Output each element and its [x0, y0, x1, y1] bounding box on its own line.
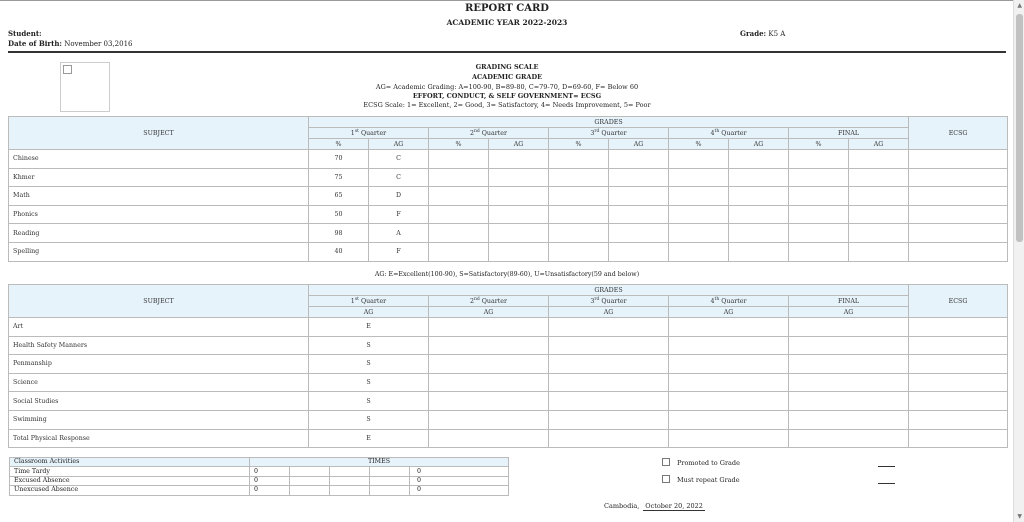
q1-ag-cell: S	[309, 336, 429, 355]
empty-cell	[609, 150, 669, 169]
quarter-header-3: 3rd Quarter	[549, 296, 669, 307]
attendance-row	[10, 467, 509, 476]
empty-cell	[789, 318, 909, 337]
subject-cell: Total Physical Response	[9, 429, 309, 448]
dob-label: Date of Birth:	[8, 39, 63, 48]
empty-cell	[909, 392, 1008, 411]
empty-cell	[789, 410, 909, 429]
q1-ag-cell: S	[309, 410, 429, 429]
promoted-grade-line	[878, 466, 895, 467]
empty-cell	[549, 410, 669, 429]
attendance-row	[10, 486, 509, 495]
ecsg-header: ECSG	[909, 285, 1008, 318]
empty-cell	[789, 168, 849, 187]
empty-cell	[669, 410, 789, 429]
q1-ag-cell: C	[369, 150, 429, 169]
attendance-value-b: 0	[410, 486, 509, 495]
subject-cell: Science	[9, 373, 309, 392]
academic-grade-heading: ACADEMIC GRADE	[471, 73, 543, 81]
empty-cell	[729, 168, 789, 187]
table-row	[9, 373, 1008, 392]
pct-header: %	[549, 139, 609, 150]
empty-cell	[849, 150, 909, 169]
header-divider	[8, 51, 1006, 53]
empty-cell	[549, 224, 609, 243]
attendance-value-b: 0	[410, 476, 509, 485]
empty-cell	[429, 150, 489, 169]
table-row	[9, 392, 1008, 411]
scroll-thumb[interactable]	[1016, 14, 1023, 242]
table-row	[9, 187, 1008, 206]
attendance-label: Unexcused Absence	[10, 486, 250, 495]
student-info	[8, 29, 132, 49]
q1-ag-cell: D	[369, 187, 429, 206]
empty-cell	[669, 429, 789, 448]
quarter-header-4: 4th Quarter	[669, 296, 789, 307]
empty-cell	[909, 429, 1008, 448]
q1-ag-cell: C	[369, 168, 429, 187]
q1-ag-cell: S	[309, 373, 429, 392]
quarter-header-1: 1st Quarter	[309, 128, 429, 139]
empty-cell	[370, 486, 410, 495]
empty-cell	[489, 187, 549, 206]
empty-cell	[669, 392, 789, 411]
q1-pct-cell: 98	[309, 224, 369, 243]
empty-cell	[849, 224, 909, 243]
empty-cell	[549, 392, 669, 411]
grade-info	[740, 29, 785, 38]
empty-cell	[549, 429, 669, 448]
q1-ag-cell: S	[309, 392, 429, 411]
empty-cell	[549, 168, 609, 187]
empty-cell	[429, 242, 489, 261]
ecsg-heading: EFFORT, CONDUCT, & SELF GOVERNMENT= ECSG	[412, 92, 602, 100]
header-row	[9, 117, 1008, 128]
q1-ag-cell: F	[369, 205, 429, 224]
empty-cell	[429, 224, 489, 243]
subject-cell: Swimming	[9, 410, 309, 429]
ag-header: AG	[669, 307, 789, 318]
empty-cell	[609, 224, 669, 243]
subject-cell: Chinese	[9, 150, 309, 169]
ag-header: AG	[849, 139, 909, 150]
empty-cell	[429, 429, 549, 448]
attendance-label: Excused Absence	[10, 476, 250, 485]
q1-ag-cell: E	[309, 429, 429, 448]
quarter-header-5: FINAL	[789, 128, 909, 139]
empty-cell	[789, 355, 909, 374]
empty-cell	[669, 187, 729, 206]
empty-cell	[609, 205, 669, 224]
subject-cell: Health Safety Manners	[9, 336, 309, 355]
report-title: REPORT CARD	[465, 3, 549, 14]
empty-cell	[549, 373, 669, 392]
table-row	[9, 429, 1008, 448]
empty-cell	[909, 187, 1008, 206]
grading-scale-heading: GRADING SCALE	[475, 63, 539, 71]
q1-pct-cell: 40	[309, 242, 369, 261]
empty-cell	[489, 224, 549, 243]
empty-cell	[849, 187, 909, 206]
empty-cell	[429, 187, 489, 206]
empty-cell	[549, 355, 669, 374]
scroll-down-arrow-icon[interactable]: ▼	[1017, 513, 1022, 520]
empty-cell	[429, 392, 549, 411]
times-header: TIMES	[250, 458, 509, 467]
empty-cell	[669, 168, 729, 187]
empty-cell	[729, 242, 789, 261]
empty-cell	[909, 224, 1008, 243]
empty-cell	[909, 318, 1008, 337]
empty-cell	[909, 242, 1008, 261]
ag-header: AG	[309, 307, 429, 318]
empty-cell	[909, 205, 1008, 224]
dob-value: November 03,2016	[64, 40, 133, 48]
grades-header: GRADES	[309, 117, 909, 128]
table-row	[9, 355, 1008, 374]
empty-cell	[669, 150, 729, 169]
empty-cell	[909, 410, 1008, 429]
ecsg-scale-line: ECSG Scale: 1= Excellent, 2= Good, 3= Satisfactory, 4= Needs Improvement, 5= Poor	[363, 101, 651, 109]
scroll-up-arrow-icon[interactable]: ▲	[1017, 2, 1022, 9]
vertical-scrollbar[interactable]	[1013, 0, 1024, 522]
empty-cell	[549, 336, 669, 355]
empty-cell	[429, 168, 489, 187]
table-row	[9, 224, 1008, 243]
pct-header: %	[429, 139, 489, 150]
academic-grades-table	[8, 116, 1008, 262]
empty-cell	[789, 224, 849, 243]
empty-cell	[330, 486, 370, 495]
empty-cell	[549, 187, 609, 206]
attendance-value-b: 0	[410, 467, 509, 476]
attendance-row	[10, 476, 509, 485]
empty-cell	[489, 205, 549, 224]
empty-cell	[330, 476, 370, 485]
empty-cell	[609, 242, 669, 261]
q1-pct-cell: 65	[309, 187, 369, 206]
empty-cell	[669, 205, 729, 224]
empty-cell	[669, 242, 729, 261]
empty-cell	[429, 336, 549, 355]
repeat-checkbox[interactable]	[662, 475, 670, 483]
top-border	[0, 0, 1014, 1]
pct-header: %	[309, 139, 369, 150]
empty-cell	[789, 373, 909, 392]
empty-cell	[789, 205, 849, 224]
empty-cell	[549, 150, 609, 169]
empty-cell	[669, 373, 789, 392]
subject-cell: Math	[9, 187, 309, 206]
subject-header: SUBJECT	[9, 117, 309, 150]
q1-pct-cell: 75	[309, 168, 369, 187]
ag-header: AG	[609, 139, 669, 150]
empty-cell	[429, 355, 549, 374]
empty-cell	[729, 150, 789, 169]
empty-cell	[370, 467, 410, 476]
empty-cell	[370, 476, 410, 485]
empty-cell	[849, 168, 909, 187]
empty-cell	[290, 467, 330, 476]
attendance-value-a: 0	[250, 486, 290, 495]
empty-cell	[729, 187, 789, 206]
empty-cell	[789, 429, 909, 448]
empty-cell	[669, 355, 789, 374]
table-row	[9, 336, 1008, 355]
ag-header: AG	[369, 139, 429, 150]
ecsg-header: ECSG	[909, 117, 1008, 150]
subject-header: SUBJECT	[9, 285, 309, 318]
grade-label: Grade:	[740, 29, 767, 38]
signature-date: October 20, 2022	[645, 502, 703, 510]
q1-pct-cell: 50	[309, 205, 369, 224]
empty-cell	[909, 150, 1008, 169]
subject-cell: Phonics	[9, 205, 309, 224]
repeat-label: Must repeat Grade	[677, 476, 740, 484]
q1-ag-cell: F	[369, 242, 429, 261]
empty-cell	[669, 224, 729, 243]
special-subjects-table	[8, 284, 1008, 448]
q1-ag-cell: A	[369, 224, 429, 243]
signature-line	[604, 502, 705, 510]
ag-header: AG	[789, 307, 909, 318]
empty-cell	[609, 168, 669, 187]
empty-cell	[729, 205, 789, 224]
empty-cell	[789, 187, 849, 206]
empty-cell	[429, 410, 549, 429]
pct-header: %	[669, 139, 729, 150]
empty-cell	[290, 476, 330, 485]
empty-cell	[669, 336, 789, 355]
table-row	[9, 318, 1008, 337]
empty-cell	[789, 392, 909, 411]
attendance-label: Time Tardy	[10, 467, 250, 476]
subject-cell: Khmer	[9, 168, 309, 187]
repeat-grade-line	[878, 483, 895, 484]
quarter-header-2: 2nd Quarter	[429, 296, 549, 307]
quarter-header-3: 3rd Quarter	[549, 128, 669, 139]
subject-cell: Art	[9, 318, 309, 337]
empty-cell	[909, 373, 1008, 392]
empty-cell	[789, 150, 849, 169]
ag-legend: AG: E=Excellent(100-90), S=Satisfactory(89-60), U=Unsatisfactory(59 and below)	[374, 271, 640, 278]
empty-cell	[849, 205, 909, 224]
repeat-option[interactable]	[662, 475, 740, 484]
empty-cell	[489, 150, 549, 169]
signature-place: Cambodia,	[604, 502, 640, 510]
q1-ag-cell: E	[309, 318, 429, 337]
promoted-label: Promoted to Grade	[677, 459, 740, 467]
empty-cell	[549, 242, 609, 261]
promoted-option[interactable]	[662, 458, 740, 467]
attendance-value-a: 0	[250, 467, 290, 476]
subject-cell: Spelling	[9, 242, 309, 261]
empty-cell	[549, 205, 609, 224]
empty-cell	[669, 318, 789, 337]
activities-header: Classroom Activities	[10, 458, 250, 467]
grade-value: K5 A	[768, 30, 786, 38]
empty-cell	[909, 168, 1008, 187]
empty-cell	[849, 242, 909, 261]
header-row	[9, 285, 1008, 296]
empty-cell	[429, 373, 549, 392]
q1-ag-cell: S	[309, 355, 429, 374]
promoted-checkbox[interactable]	[662, 458, 670, 466]
student-label: Student:	[8, 29, 42, 38]
table-row	[9, 410, 1008, 429]
attendance-table	[9, 457, 509, 496]
quarter-header-1: 1st Quarter	[309, 296, 429, 307]
empty-cell	[789, 336, 909, 355]
empty-cell	[609, 187, 669, 206]
empty-cell	[789, 242, 849, 261]
quarter-header-5: FINAL	[789, 296, 909, 307]
ag-header: AG	[549, 307, 669, 318]
subject-cell: Social Studies	[9, 392, 309, 411]
ag-header: AG	[489, 139, 549, 150]
pct-header: %	[789, 139, 849, 150]
empty-cell	[909, 336, 1008, 355]
q1-pct-cell: 70	[309, 150, 369, 169]
empty-cell	[290, 486, 330, 495]
ag-header: AG	[429, 307, 549, 318]
ag-header: AG	[729, 139, 789, 150]
empty-cell	[429, 318, 549, 337]
empty-cell	[489, 168, 549, 187]
empty-cell	[489, 242, 549, 261]
empty-cell	[429, 205, 489, 224]
table-row	[9, 205, 1008, 224]
quarter-header-2: 2nd Quarter	[429, 128, 549, 139]
grades-header: GRADES	[309, 285, 909, 296]
empty-cell	[549, 318, 669, 337]
academic-year: ACADEMIC YEAR 2022-2023	[446, 18, 568, 27]
subject-cell: Reading	[9, 224, 309, 243]
empty-cell	[909, 355, 1008, 374]
subject-cell: Penmanship	[9, 355, 309, 374]
attendance-header-row	[10, 458, 509, 467]
table-row	[9, 150, 1008, 169]
quarter-header-4: 4th Quarter	[669, 128, 789, 139]
empty-cell	[729, 224, 789, 243]
attendance-value-a: 0	[250, 476, 290, 485]
table-row	[9, 242, 1008, 261]
empty-cell	[330, 467, 370, 476]
table-row	[9, 168, 1008, 187]
ag-scale-line: AG= Academic Grading: A=100-90, B=89-80, C=79-70, D=69-60, F= Below 60	[375, 83, 639, 91]
